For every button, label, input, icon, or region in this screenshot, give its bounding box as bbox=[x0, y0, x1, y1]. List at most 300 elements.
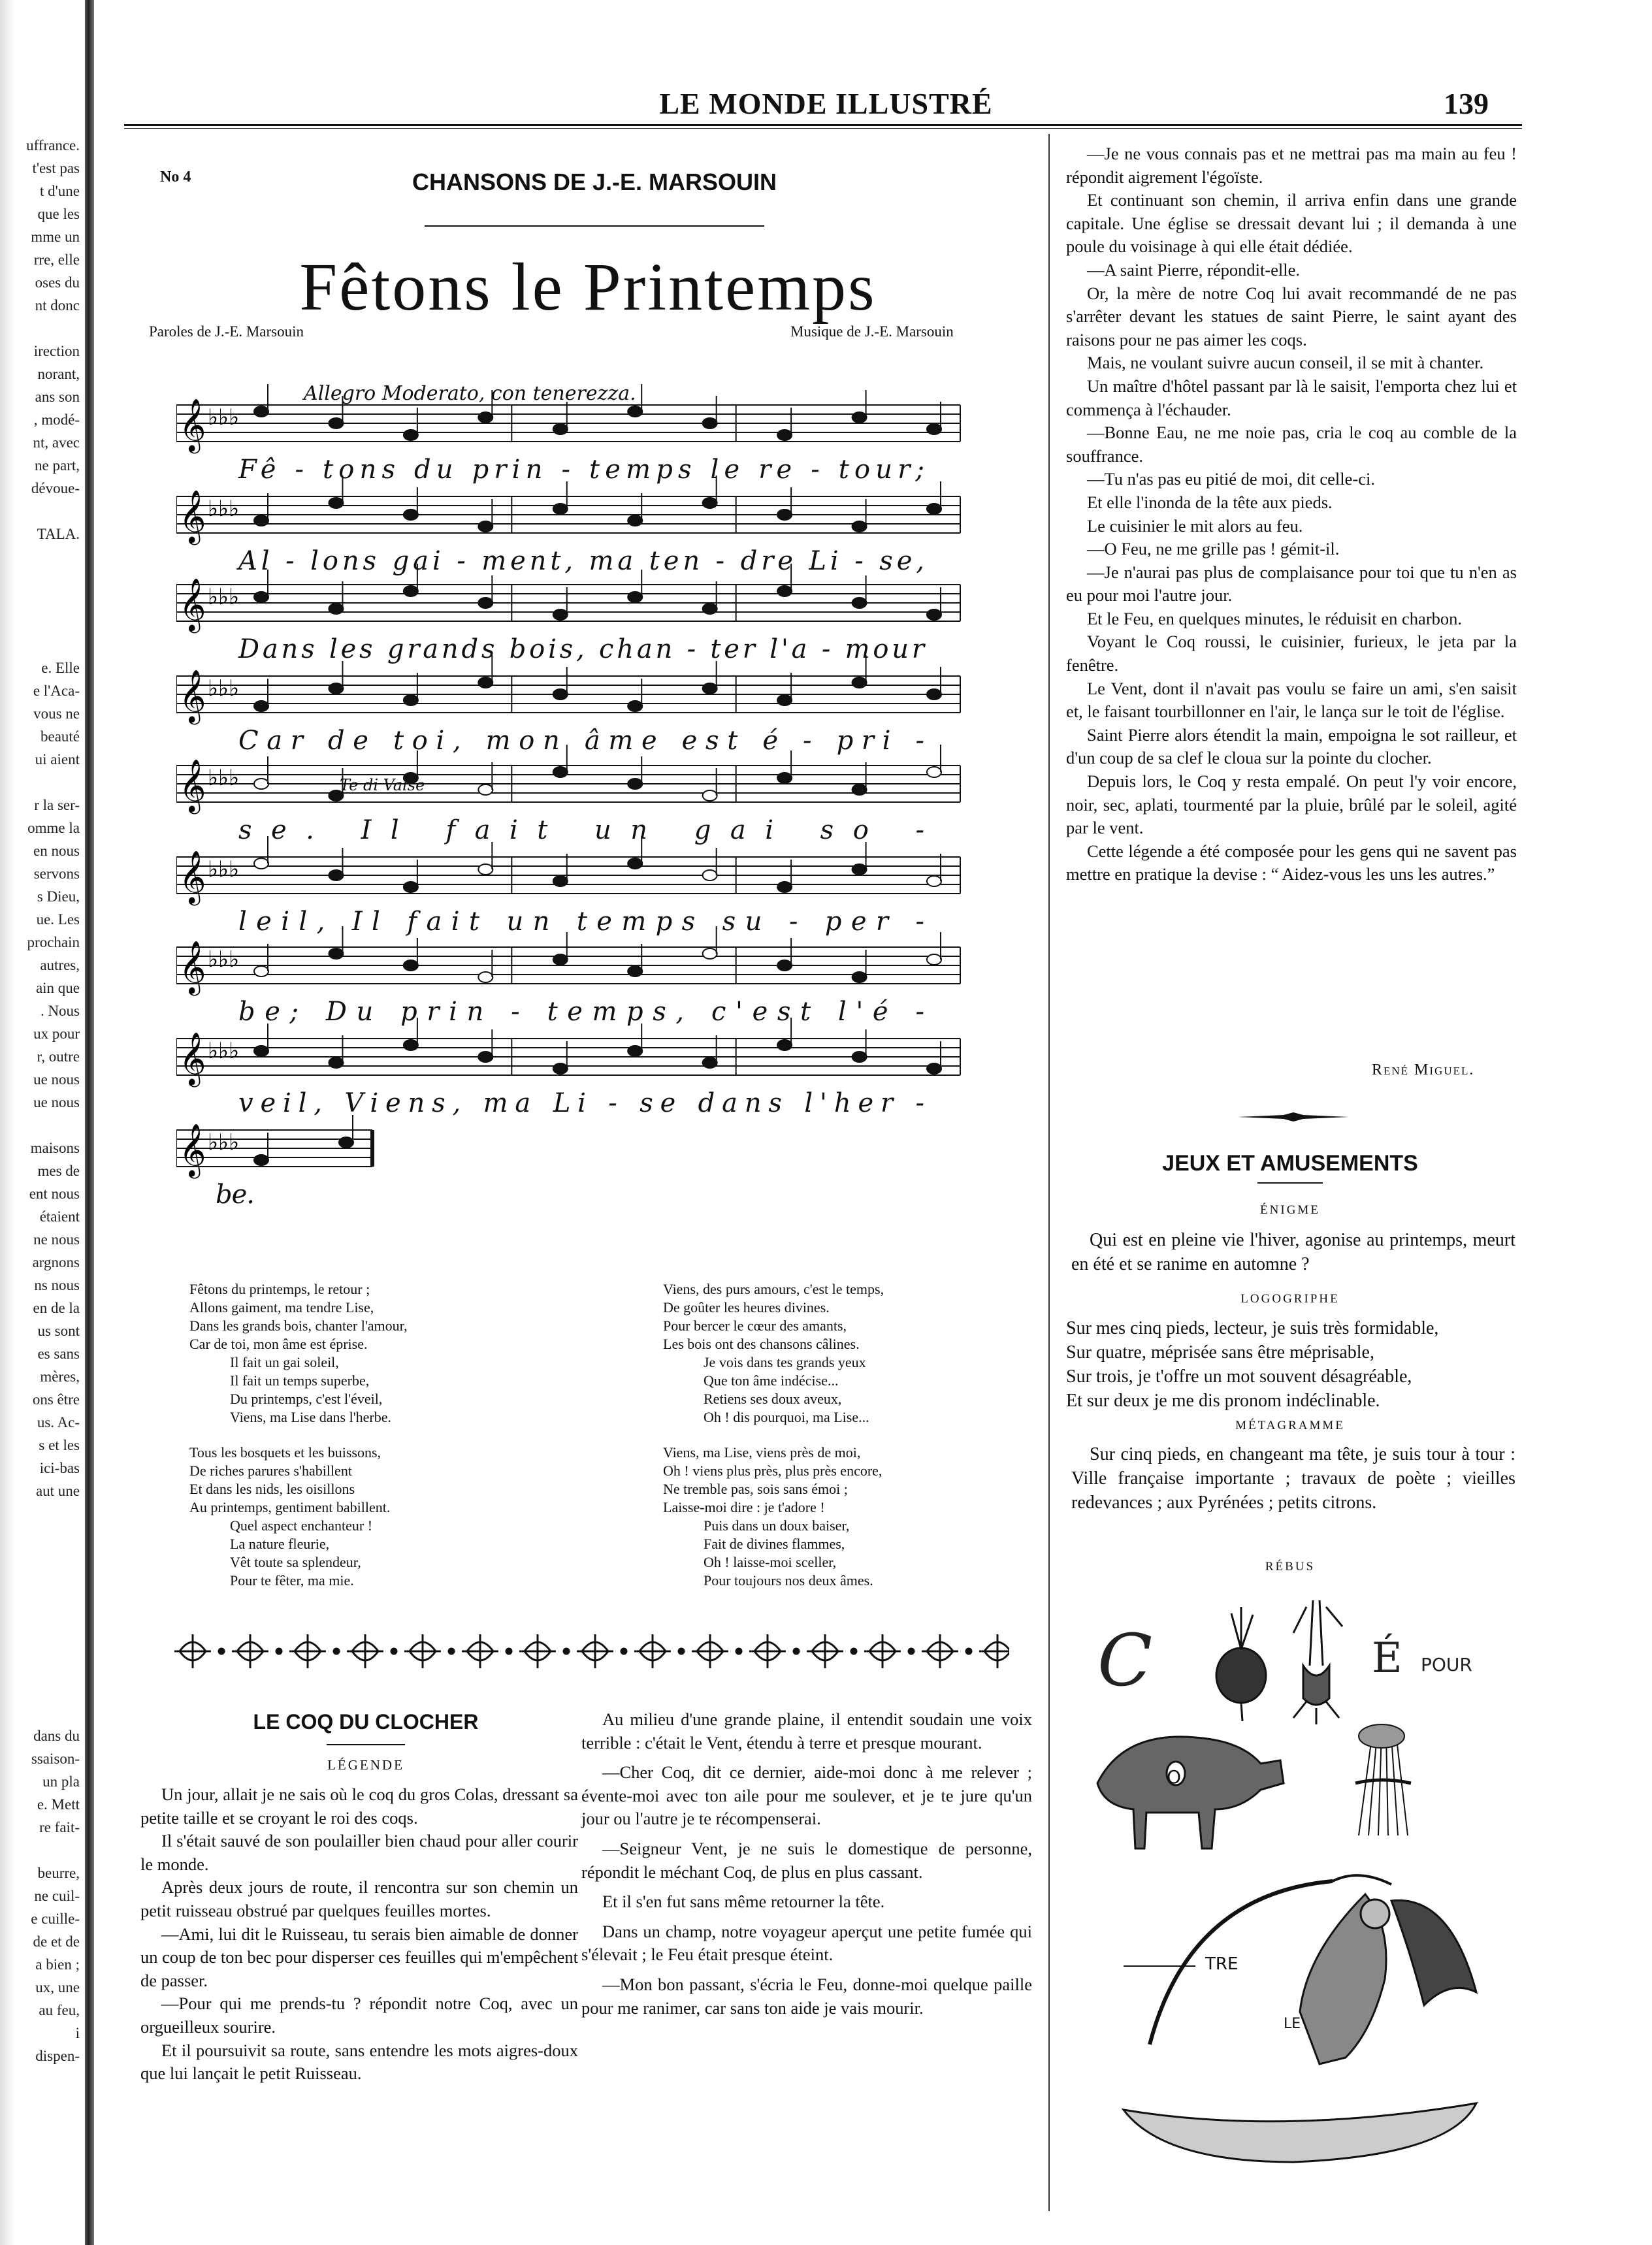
logogriph-line: Sur mes cinq pieds, lecteur, je suis très formidable, bbox=[1066, 1318, 1439, 1338]
story-paragraph: Un maître d'hôtel passant par là le saisit, l'emporta chez lui et commença à l'échauder. bbox=[1066, 376, 1517, 419]
fragment-line: e cuille- bbox=[31, 1911, 80, 1927]
note-head bbox=[628, 406, 642, 417]
music-staff bbox=[176, 926, 960, 1027]
note-head bbox=[777, 1040, 792, 1050]
verse-line: Pour bercer le cœur des amants, bbox=[663, 1317, 847, 1334]
verse-line: Allons gaiment, ma tendre Lise, bbox=[189, 1299, 374, 1316]
story-paragraph: Au milieu d'une grande plaine, il entendit soudain une voix terrible : c'était le Vent, étendu à terre et presque mourant. bbox=[581, 1709, 1032, 1752]
verse-line: Au printemps, gentiment babillent. bbox=[189, 1499, 391, 1515]
verse-line: Vêt toute sa splendeur, bbox=[230, 1554, 361, 1570]
note-head bbox=[254, 1046, 268, 1056]
verse-line: Viens, ma Lise, viens près de moi, bbox=[663, 1444, 861, 1461]
rebus-word-le: LE bbox=[1284, 2016, 1301, 2032]
verse-line: Oh ! dis pourquoi, ma Lise... bbox=[704, 1409, 869, 1425]
fragment-line: aut une bbox=[35, 1483, 80, 1499]
verse-line: Oh ! laisse-moi sceller, bbox=[704, 1554, 837, 1570]
note-head bbox=[329, 1058, 343, 1068]
page-fold bbox=[85, 0, 94, 2245]
note-head bbox=[703, 683, 717, 694]
verse-line: Et dans les nids, les oisillons bbox=[189, 1481, 355, 1497]
fragment-line: dans du bbox=[33, 1728, 80, 1744]
note-head bbox=[553, 1063, 568, 1074]
rebus-heading: RÉBUS bbox=[1265, 1560, 1316, 1574]
note-head bbox=[478, 521, 493, 532]
fragment-line: re fait- bbox=[39, 1819, 80, 1835]
story-paragraph: Après deux jours de route, il rencontra sur son chemin un petit ruisseau obstrué par quelques feuilles mortes. bbox=[140, 1877, 578, 1920]
story-paragraph: —Pour qui me prends-tu ? répondit notre Coq, avec un orgueilleux sourire. bbox=[140, 1994, 578, 2037]
fragment-line: étaient bbox=[39, 1208, 80, 1225]
story-paragraph: Le Vent, dont il n'avait pas voulu se faire un ami, s'en saisit et, le faisant tourbillonner en l'air, le lança sur le toit de l'église. bbox=[1066, 678, 1517, 722]
rebus-letter-e: É bbox=[1372, 1634, 1402, 1683]
story-paragraph: Voyant le Coq roussi, le cuisinier, furieux, le jeta par la fenêtre. bbox=[1066, 632, 1517, 675]
story-paragraph: Un jour, allait je ne sais où le coq du gros Colas, dressant sa petite taille et se croyant le roi des coqs. bbox=[140, 1785, 578, 1828]
fragment-line: r, outre bbox=[37, 1048, 80, 1065]
note-head bbox=[852, 784, 867, 795]
story-paragraph: —Ami, lui dit le Ruisseau, tu serais bien aimable de donner un coup de ton bec pour disperser ces feuilles qui m'empêchent de passer. bbox=[140, 1924, 579, 1990]
verse-line: Car de toi, mon âme est éprise. bbox=[189, 1336, 368, 1352]
fragment-line bbox=[27, 1114, 80, 1137]
music-staff bbox=[176, 745, 960, 845]
story-paragraph: —Tu n'as pas eu pitié de moi, dit celle-ci. bbox=[1087, 469, 1375, 489]
treble-clef-icon: 𝄞 bbox=[179, 940, 206, 993]
ornament-motif bbox=[864, 1634, 901, 1668]
fragment-line: ne part, bbox=[35, 457, 80, 474]
fragment-line: dispen- bbox=[35, 2048, 80, 2064]
key-signature-flats: ♭♭♭ bbox=[208, 675, 240, 702]
verse-line: Pour toujours nos deux âmes. bbox=[704, 1572, 873, 1589]
song-rule bbox=[425, 225, 764, 227]
fragment-line: e. Mett bbox=[37, 1796, 80, 1813]
note-head bbox=[852, 412, 867, 423]
fragment-line: ici-bas bbox=[39, 1460, 80, 1476]
story-paragraph: Il s'était sauvé de son poulailler bien chaud pour aller courir le monde. bbox=[140, 1831, 578, 1874]
verse-line: Ne tremble pas, sois sans émoi ; bbox=[663, 1481, 848, 1497]
verse-line: De goûter les heures divines. bbox=[663, 1299, 830, 1316]
fragment-line: irection bbox=[33, 343, 80, 359]
newspaper-title: LE MONDE ILLUSTRÉ bbox=[659, 87, 993, 120]
lyric-underlay: be; Du prin - temps, c'est l'é - bbox=[238, 997, 924, 1027]
note-head bbox=[553, 609, 568, 620]
music-staff bbox=[176, 1115, 372, 1210]
fragment-line: es sans bbox=[37, 1346, 80, 1362]
fragment-line: beauté bbox=[40, 728, 80, 745]
verse-line: Pour te fêter, ma mie. bbox=[230, 1572, 354, 1589]
story-paragraph: Mais, ne voulant suivre aucun conseil, il se mit à chanter. bbox=[1087, 353, 1484, 373]
ornament-motif bbox=[462, 1634, 498, 1668]
treble-clef-icon: 𝄞 bbox=[179, 758, 206, 812]
note-head bbox=[927, 689, 941, 700]
lyric-underlay: Car de toi, mon âme est é - pri - bbox=[238, 726, 924, 756]
story-paragraph: Et le Feu, en quelques minutes, le réduisit en charbon. bbox=[1087, 608, 1463, 628]
key-signature-flats: ♭♭♭ bbox=[208, 1038, 240, 1064]
fragment-line: ne cuil- bbox=[34, 1888, 80, 1904]
fragment-line: ns nous bbox=[34, 1277, 80, 1293]
music-score bbox=[176, 366, 999, 1280]
story-title: LE COQ DU CLOCHER bbox=[253, 1710, 479, 1734]
fragment-line bbox=[26, 317, 80, 340]
story-paragraph: Cette légende a été composée pour les gens qui ne savent pas mettre en pratique la devise : “ Aidez-vous les uns les autres.” bbox=[1066, 841, 1517, 884]
note-head bbox=[703, 948, 717, 959]
note-head bbox=[404, 882, 418, 892]
treble-clef-icon: 𝄞 bbox=[179, 489, 206, 543]
games-title-rule bbox=[1257, 1182, 1323, 1184]
note-head bbox=[927, 504, 941, 514]
fragment-line bbox=[26, 500, 80, 523]
treble-clef-icon: 𝄞 bbox=[179, 577, 206, 631]
ornament-motif bbox=[577, 1634, 613, 1668]
ornament-motif bbox=[232, 1634, 268, 1668]
note-head bbox=[339, 1137, 353, 1148]
note-head bbox=[254, 966, 268, 977]
note-head bbox=[553, 424, 568, 434]
fragment-line: s et les bbox=[39, 1437, 80, 1453]
note-head bbox=[329, 870, 343, 880]
verse-line: Que ton âme indécise... bbox=[704, 1372, 839, 1389]
verse-line: Retiens ses doux aveux, bbox=[704, 1391, 842, 1407]
logogriph-line: Sur trois, je t'offre un mot souvent désagréable, bbox=[1066, 1366, 1412, 1387]
fragment-line: e. Elle bbox=[41, 660, 80, 676]
note-head bbox=[777, 430, 792, 440]
fragment-line: que les bbox=[37, 206, 80, 222]
fragment-line: en nous bbox=[33, 843, 80, 859]
music-staff bbox=[176, 1018, 960, 1118]
fragment-line: dévoue- bbox=[31, 480, 80, 496]
fragment-line: e l'Aca- bbox=[33, 683, 80, 699]
note-head bbox=[553, 689, 568, 700]
fragment-line: en de la bbox=[33, 1300, 80, 1316]
fragment-line: ui aient bbox=[35, 751, 80, 767]
ornament-motif bbox=[174, 1634, 211, 1668]
note-head bbox=[852, 598, 867, 608]
story-paragraph: —Je ne vous connais pas et ne mettrai pas ma main au feu ! répondit aigrement l'égoïste. bbox=[1066, 144, 1517, 187]
lyric-underlay: be. bbox=[216, 1180, 255, 1210]
note-head bbox=[777, 509, 792, 520]
key-signature-flats: ♭♭♭ bbox=[208, 584, 240, 610]
music-staff bbox=[176, 655, 960, 756]
treble-clef-icon: 𝄞 bbox=[179, 669, 206, 722]
verse-line: Je vois dans tes grands yeux bbox=[704, 1354, 866, 1370]
fragment-line: ux pour bbox=[33, 1026, 80, 1042]
verse-line: Quel aspect enchanteur ! bbox=[230, 1517, 373, 1534]
ornament-motif bbox=[692, 1634, 728, 1668]
verse-line: Oh ! viens plus près, plus près encore, bbox=[663, 1462, 883, 1479]
fragment-line: TALA. bbox=[37, 526, 80, 542]
treble-clef-icon: 𝄞 bbox=[179, 850, 206, 903]
note-head bbox=[329, 683, 343, 694]
note-head bbox=[703, 870, 717, 880]
story-paragraph: Et elle l'inonda de la tête aux pieds. bbox=[1087, 492, 1333, 512]
fragment-line: uffrance. bbox=[26, 137, 80, 153]
story-paragraph: —Mon bon passant, s'écria le Feu, donne-moi quelque paille pour me ranimer, car sans ton aide je vais mourir. bbox=[581, 1974, 1032, 2018]
lyric-underlay: Fê - tons du prin - temps le re - tour; bbox=[238, 455, 924, 485]
story-subtitle: LÉGENDE bbox=[327, 1757, 404, 1773]
verse-line: La nature fleurie, bbox=[230, 1536, 330, 1552]
verse-line: De riches parures s'habillent bbox=[189, 1462, 352, 1479]
key-signature-flats: ♭♭♭ bbox=[208, 1129, 240, 1155]
note-head bbox=[553, 767, 568, 777]
story-paragraph: —Je n'aurai pas plus de complaisance pour toi que tu n'en as eu pour moi l'autre jour. bbox=[1066, 562, 1517, 606]
fragment-line: un pla bbox=[42, 1773, 80, 1790]
key-signature-flats: ♭♭♭ bbox=[208, 946, 240, 973]
note-head bbox=[927, 954, 941, 965]
verse-line: Viens, ma Lise dans l'herbe. bbox=[230, 1409, 392, 1425]
section-separator bbox=[1235, 1110, 1352, 1123]
note-head bbox=[703, 498, 717, 508]
fragment-line bbox=[31, 1839, 80, 1862]
fragment-line: mes de bbox=[37, 1163, 80, 1179]
note-head bbox=[404, 586, 418, 596]
decorative-border-ornament bbox=[160, 1625, 1009, 1677]
verse-line: Laisse-moi dire : je t'adore ! bbox=[663, 1499, 825, 1515]
note-head bbox=[703, 418, 717, 428]
fragment-line: oses du bbox=[35, 274, 80, 291]
header-rule-thin bbox=[124, 128, 1522, 129]
note-head bbox=[329, 604, 343, 614]
fragment-line bbox=[27, 771, 80, 794]
note-head bbox=[329, 498, 343, 508]
verse-line: Du printemps, c'est l'éveil, bbox=[230, 1391, 383, 1407]
fragment-line: prochain bbox=[27, 934, 80, 950]
note-head bbox=[703, 1058, 717, 1068]
ornament-motif bbox=[979, 1634, 1009, 1668]
note-head bbox=[927, 1063, 941, 1074]
story-paragraph: Et il s'en fut sans même retourner la tête. bbox=[602, 1892, 885, 1912]
verse-line: Viens, des purs amours, c'est le temps, bbox=[663, 1281, 884, 1297]
note-head bbox=[927, 876, 941, 886]
fragment-line: nt, avec bbox=[33, 434, 80, 451]
note-head bbox=[777, 882, 792, 892]
note-head bbox=[254, 858, 268, 869]
tempo-marking: Allegro Moderato, con tenerezza. bbox=[304, 382, 636, 405]
note-head bbox=[478, 864, 493, 875]
fragment-line: beurre, bbox=[37, 1865, 80, 1881]
ornament-motif bbox=[289, 1634, 326, 1668]
fragment-line: norant, bbox=[37, 366, 80, 382]
treble-clef-icon: 𝄞 bbox=[179, 1123, 206, 1176]
fragment-line: servons bbox=[33, 865, 80, 882]
note-head bbox=[478, 598, 493, 608]
note-head bbox=[628, 701, 642, 711]
note-head bbox=[852, 521, 867, 532]
fragment-line: i bbox=[75, 2025, 80, 2041]
note-head bbox=[478, 972, 493, 982]
fragment-line: , modé- bbox=[33, 412, 80, 428]
rebus-letter-o: O bbox=[1167, 1766, 1182, 1788]
verse-block-right-2 bbox=[663, 1444, 882, 1590]
rebus-letter-c: C bbox=[1097, 1619, 1153, 1702]
games-section-title: JEUX ET AMUSEMENTS bbox=[1162, 1151, 1418, 1176]
fragment-bottom bbox=[31, 1724, 80, 2067]
note-head bbox=[329, 418, 343, 428]
story-column-3 bbox=[1066, 142, 1517, 886]
note-head bbox=[329, 948, 343, 959]
fragment-top bbox=[26, 134, 80, 545]
header-rule bbox=[124, 124, 1522, 126]
song-series-title: CHANSONS DE J.-E. MARSOUIN bbox=[412, 169, 777, 195]
verse-line: Puis dans un doux baiser, bbox=[704, 1517, 850, 1534]
fragment-line: ons être bbox=[32, 1391, 80, 1408]
story-title-rule bbox=[327, 1744, 405, 1745]
fragment-line: t'est pas bbox=[32, 160, 80, 176]
note-head bbox=[777, 586, 792, 596]
note-head bbox=[478, 677, 493, 688]
rebus-word-tre: TRE bbox=[1205, 1954, 1239, 1974]
note-head bbox=[852, 1052, 867, 1062]
fragment-middle bbox=[27, 656, 80, 1502]
note-head bbox=[553, 504, 568, 514]
valse-marking: Te di Valse bbox=[340, 776, 425, 794]
enigma-text: Qui est en pleine vie l'hiver, agonise au printemps, meurt en été et se ranime en automne ? bbox=[1071, 1230, 1515, 1274]
key-signature-flats: ♭♭♭ bbox=[208, 496, 240, 522]
story-paragraph: —O Feu, ne me grille pas ! gémit-il. bbox=[1087, 539, 1340, 559]
metagram-heading: MÉTAGRAMME bbox=[1235, 1419, 1345, 1432]
key-signature-flats: ♭♭♭ bbox=[208, 404, 240, 430]
fragment-line: ssaison- bbox=[31, 1751, 80, 1767]
story-paragraph: —A saint Pierre, répondit-elle. bbox=[1087, 259, 1301, 280]
verse-line: Fait de divines flammes, bbox=[704, 1536, 845, 1552]
ornament-motif bbox=[922, 1634, 958, 1668]
note-head bbox=[478, 1052, 493, 1062]
note-head bbox=[703, 604, 717, 614]
fragment-line: ne nous bbox=[33, 1231, 80, 1248]
note-head bbox=[628, 966, 642, 977]
story-paragraph: —Cher Coq, dit ce dernier, aide-moi donc à me relever ; évente-moi avec ton aile pour me soulever, et je te jure qu'un jour ou l'autre je te récompenserai. bbox=[581, 1762, 1032, 1829]
note-head bbox=[927, 424, 941, 434]
note-head bbox=[852, 677, 867, 688]
note-head bbox=[404, 960, 418, 971]
note-head bbox=[254, 406, 268, 417]
logogriph-text bbox=[1066, 1316, 1517, 1413]
author-signature: René Miguel. bbox=[1372, 1061, 1475, 1078]
note-head bbox=[254, 515, 268, 526]
lyric-underlay: se. Il fait un gai so - bbox=[238, 815, 924, 845]
fragment-line: ans son bbox=[35, 389, 80, 405]
enigma-heading: ÉNIGME bbox=[1260, 1203, 1320, 1217]
story-paragraph: Et il poursuivit sa route, sans entendre les mots aigres-doux que lui lançait le petit Ruisseau. bbox=[140, 2040, 578, 2084]
note-head bbox=[852, 972, 867, 982]
logogriph-line: Sur quatre, méprisée sans être méprisable, bbox=[1066, 1342, 1374, 1363]
lyric-underlay: Al - lons gai - ment, ma ten - dre Li - se, bbox=[238, 546, 924, 576]
note-head bbox=[553, 954, 568, 965]
column-divider bbox=[1048, 134, 1050, 2211]
fragment-line: ain que bbox=[35, 980, 80, 996]
story-paragraph: Or, la mère de notre Coq lui avait recommandé de ne pas s'arrêter devant les statues de saint Pierre, le saint ayant des raisons pour ne pas aimer les coqs. bbox=[1066, 283, 1517, 349]
fragment-line: autres, bbox=[40, 957, 80, 973]
treble-clef-icon: 𝄞 bbox=[179, 1031, 206, 1085]
note-head bbox=[478, 784, 493, 795]
fragment-line: t d'une bbox=[40, 183, 80, 199]
key-signature-flats: ♭♭♭ bbox=[208, 856, 240, 882]
verse-line: Dans les grands bois, chanter l'amour, bbox=[189, 1317, 408, 1334]
fragment-line: de et de bbox=[33, 1933, 80, 1950]
fragment-line: ue nous bbox=[33, 1071, 80, 1088]
note-head bbox=[628, 515, 642, 526]
note-head bbox=[628, 592, 642, 602]
fragment-line: argnons bbox=[32, 1254, 80, 1270]
ornament-motif bbox=[749, 1634, 786, 1668]
verse-line: Il fait un gai soleil, bbox=[230, 1354, 339, 1370]
note-head bbox=[777, 695, 792, 705]
music-staff bbox=[176, 476, 960, 576]
previous-page-strip bbox=[0, 0, 98, 2245]
story-paragraph: Et continuant son chemin, il arriva enfin dans une grande capitale. Une église se dressait devant lui ; il demanda à une poule du voisinage à qui elle était dédiée. bbox=[1066, 190, 1517, 257]
fragment-line: ue. Les bbox=[36, 911, 80, 928]
fragment-line: us. Ac- bbox=[37, 1414, 80, 1430]
verse-block-left-2 bbox=[189, 1444, 390, 1590]
fragment-line: mères, bbox=[40, 1368, 80, 1385]
fragment-line: r la ser- bbox=[34, 797, 80, 813]
fragment-line: omme la bbox=[27, 820, 80, 836]
story-paragraph: Depuis lors, le Coq y resta empalé. On peut l'y voir encore, noir, sec, aplati, tourmenté par la pluie, brûlé par le soleil, agité par le vent. bbox=[1066, 771, 1517, 838]
story-paragraph: Saint Pierre alors étendit la main, empoigna le sot railleur, et d'un coup de sa clef le cloua sur la pointe du clocher. bbox=[1066, 724, 1517, 768]
rebus-illustration bbox=[1084, 1587, 1509, 2175]
note-head bbox=[927, 767, 941, 777]
story-paragraph: Le cuisinier le mit alors au feu. bbox=[1087, 515, 1303, 536]
note-head bbox=[553, 876, 568, 886]
note-head bbox=[404, 1040, 418, 1050]
story-column-1 bbox=[140, 1783, 578, 2086]
treble-clef-icon: 𝄞 bbox=[179, 398, 206, 451]
fragment-line: us sont bbox=[37, 1323, 80, 1339]
fragment-line: nt donc bbox=[35, 297, 80, 314]
fragment-line: ue nous bbox=[33, 1094, 80, 1110]
story-paragraph: —Seigneur Vent, je ne suis le domestique de personne, répondit le méchant Coq, de plus en plus cassant. bbox=[581, 1838, 1032, 1882]
note-head bbox=[404, 695, 418, 705]
ornament-motif bbox=[347, 1634, 383, 1668]
fragment-line: ent nous bbox=[29, 1186, 80, 1202]
note-head bbox=[478, 412, 493, 423]
fragment-line: s Dieu, bbox=[37, 888, 80, 905]
story-paragraph: Dans un champ, notre voyageur aperçut une petite fumée qui s'élevait ; le Feu était presque éteint. bbox=[581, 1921, 1032, 1965]
verse-block-left-1 bbox=[189, 1280, 408, 1427]
verse-line: Tous les bosquets et les buissons, bbox=[189, 1444, 381, 1461]
metagram-text: Sur cinq pieds, en changeant ma tête, je suis tour à tour : Ville française importante ; travaux de poète ; vieilles redevances ; aux Pyrénées ; petits citrons. bbox=[1071, 1444, 1515, 1513]
verse-line: Il fait un temps superbe, bbox=[230, 1372, 370, 1389]
page-number: 139 bbox=[1444, 87, 1489, 120]
ornament-motif bbox=[404, 1634, 441, 1668]
note-head bbox=[628, 1046, 642, 1056]
verse-line: Les bois ont des chansons câlines. bbox=[663, 1336, 860, 1352]
note-head bbox=[927, 609, 941, 620]
ornament-motif bbox=[807, 1634, 843, 1668]
lyric-underlay: veil, Viens, ma Li - se dans l'her - bbox=[238, 1088, 925, 1118]
fragment-line: ux, une bbox=[35, 1979, 80, 1995]
fragment-line: maisons bbox=[30, 1140, 80, 1156]
rebus-word-pour: POUR bbox=[1421, 1654, 1472, 1675]
note-head bbox=[852, 864, 867, 875]
lyricist-credit: Paroles de J.-E. Marsouin bbox=[149, 323, 304, 340]
fragment-line: . Nous bbox=[40, 1003, 80, 1019]
fragment-line: vous ne bbox=[33, 705, 80, 722]
story-column-2 bbox=[581, 1708, 1032, 2020]
logogriph-line: Et sur deux je me dis pronom indéclinable. bbox=[1066, 1391, 1380, 1411]
note-head bbox=[254, 592, 268, 602]
verse-block-right-1 bbox=[663, 1280, 884, 1427]
pig-drawing bbox=[1097, 1737, 1284, 1849]
note-head bbox=[254, 1155, 268, 1165]
lyric-underlay: Dans les grands bois, chan - ter l'a - mour bbox=[238, 634, 924, 664]
note-head bbox=[777, 960, 792, 971]
fragment-line: mme un bbox=[31, 229, 80, 245]
note-head bbox=[703, 790, 717, 801]
ornament-motif bbox=[634, 1634, 671, 1668]
note-head bbox=[628, 779, 642, 789]
song-number: No 4 bbox=[160, 169, 191, 186]
fragment-line: a bien ; bbox=[35, 1956, 80, 1973]
turnip-drawing bbox=[1216, 1607, 1266, 1721]
music-staff bbox=[176, 836, 960, 937]
song-title: Fêtons le Printemps bbox=[299, 250, 877, 325]
